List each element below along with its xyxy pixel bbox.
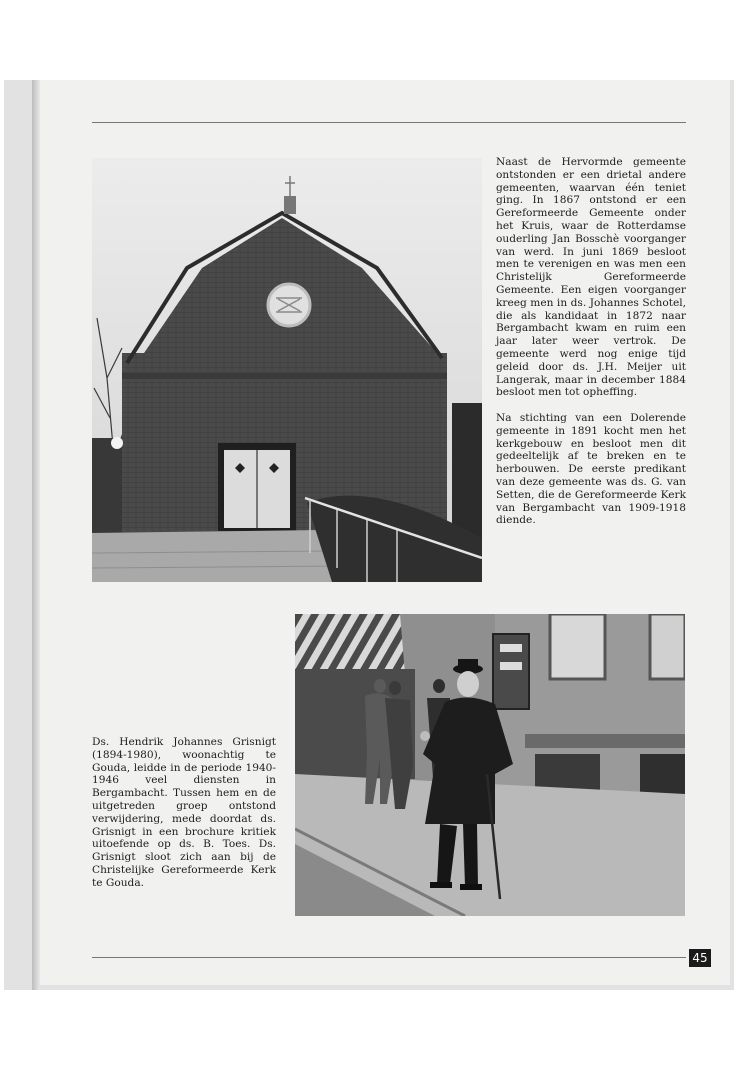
- book-spine: [32, 80, 40, 990]
- page-number: 45: [689, 949, 711, 967]
- church-photo-drawing: [92, 158, 482, 582]
- street-photo-drawing: [295, 614, 685, 916]
- photo-caption: [92, 736, 276, 890]
- street-portrait-photo: [295, 614, 685, 916]
- body-paragraph: Naast de Hervormde gemeente ontstonden er een drietal andere gemeenten, waarvan één teniet ging. In 1867 ontstond er een Gereformeerde Gemeente onder het Kruis, waar de Rotterdamse ouderling Jan Bosschè voorganger van werd. In juni 1869 besloot men te verenigen en was men een Christelijk Gereformeerde Gemeente. Een eigen voorganger kreeg men in ds. Johannes Schotel, die als kandidaat in 1872 naar Bergambacht kwam en ruim een jaar later weer vertrok. De gemeente werd nog enige tijd geleid door ds. J.H. Meijer uit Langerak, maar in december 1884 besloot men tot opheffing.: [496, 156, 686, 399]
- caption-text: Ds. Hendrik Johannes Grisnigt (1894-1980), woonachtig te Gouda, leidde in de periode 1940-1946 veel diensten in Bergambacht. Tussen hem en de uitgetreden groep ontstond verwijdering, mede doordat ds. Grisnigt in een brochure kritiek uitoefende op ds. B. Toes. Ds. Grisnigt sloot zich aan bij de Christelijke Gereformeerde Kerk te Gouda.: [92, 736, 276, 889]
- top-rule: [92, 122, 686, 123]
- church-photo: [92, 158, 482, 582]
- bottom-rule: [92, 957, 686, 958]
- body-text-column: [496, 156, 686, 527]
- body-paragraph: Na stichting van een Dolerende gemeente in 1891 kocht men het kerkgebouw en besloot men dit gedeeltelijk af te breken en te herbouwen. De eerste predikant van deze gemeente was ds. G. van Setten, die de Gereformeerde Kerk van Bergambacht van 1909-1918 diende.: [496, 411, 686, 527]
